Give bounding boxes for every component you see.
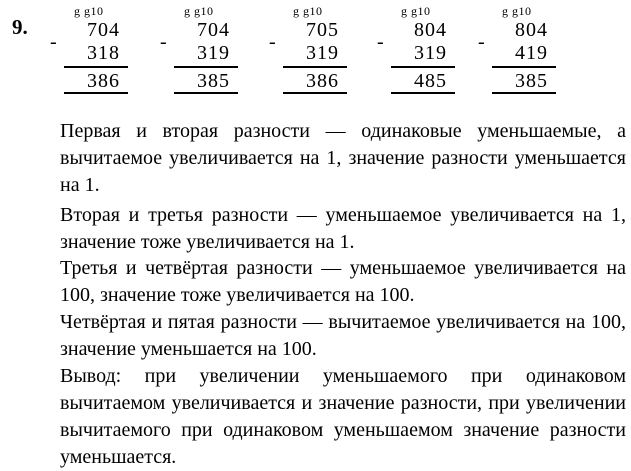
task-number: 9. <box>12 15 28 39</box>
underline <box>283 66 347 68</box>
borrow-marks: g g10 <box>74 4 104 18</box>
subtraction-column <box>375 0 455 100</box>
paragraph: Четвёртая и пятая разности — вычитаемое увеличивается на 100, значение уменьшается на 100. <box>60 311 626 360</box>
minuend: 804 <box>515 19 548 41</box>
subtraction-column <box>267 0 347 100</box>
minus-sign: - <box>50 31 57 53</box>
subtrahend: 318 <box>87 42 120 64</box>
underline <box>174 66 238 68</box>
subtraction-column <box>476 0 556 100</box>
difference: 385 <box>515 70 548 92</box>
borrow-marks: g g10 <box>401 4 431 18</box>
paragraph: Первая и вторая разности — одинаковые уменьшаемые, а вычитаемое увеличивается на 1, значение разности уменьшается на 1. <box>60 120 626 196</box>
underline <box>492 66 556 68</box>
borrow-marks: g g10 <box>184 4 214 18</box>
subtrahend: 319 <box>197 42 230 64</box>
underline <box>492 92 556 94</box>
borrow-marks: g g10 <box>293 4 323 18</box>
minus-sign: - <box>377 31 384 53</box>
minuend: 804 <box>414 19 447 41</box>
conclusion-paragraph: Вывод: при увеличении уменьшаемого при одинаковом вычитаемом увеличивается и значение разности, при увеличении вычитаемого при одинаковом уменьшаемом значение разности уменьшается. <box>60 365 626 468</box>
subtrahend: 319 <box>306 42 339 64</box>
paragraph: Третья и четвёртая разности — уменьшаемое увеличивается на 100, значение тоже увеличивается на 100. <box>60 257 626 306</box>
underline <box>391 92 455 94</box>
minuend: 705 <box>306 19 339 41</box>
difference: 485 <box>414 70 447 92</box>
subtrahend: 319 <box>414 42 447 64</box>
underline <box>64 92 128 94</box>
minus-sign: - <box>269 31 276 53</box>
minuend: 704 <box>197 19 230 41</box>
minus-sign: - <box>478 31 485 53</box>
underline <box>64 66 128 68</box>
underline <box>283 92 347 94</box>
subtraction-column <box>48 0 128 100</box>
subtraction-column <box>158 0 238 100</box>
difference: 386 <box>87 70 120 92</box>
underline <box>391 66 455 68</box>
difference: 385 <box>197 70 230 92</box>
borrow-marks: g g10 <box>502 4 532 18</box>
paragraph: Вторая и третья разности — уменьшаемое увеличивается на 1, значение тоже увеличивается на 1. <box>60 204 626 253</box>
minuend: 704 <box>87 19 120 41</box>
difference: 386 <box>306 70 339 92</box>
minus-sign: - <box>160 31 167 53</box>
subtrahend: 419 <box>515 42 548 64</box>
underline <box>174 92 238 94</box>
